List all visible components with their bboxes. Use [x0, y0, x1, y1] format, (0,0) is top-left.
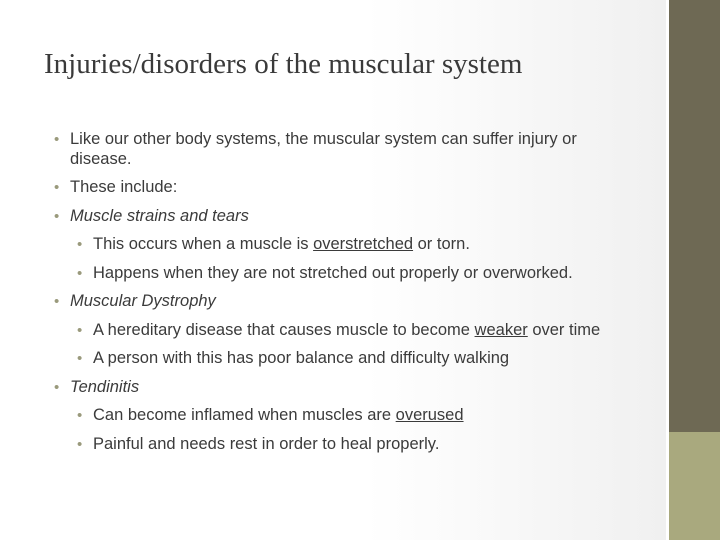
bullet-heading-muscular-dystrophy: Muscular Dystrophy [70, 292, 216, 310]
bullet-item [0, 292, 630, 312]
bullet-text-post: over time [527, 320, 601, 339]
bullet-item [0, 207, 630, 227]
decorative-sidebar-bottom [669, 432, 720, 540]
slide-title: Injuries/disorders of the muscular system [44, 48, 523, 80]
bullet-heading-tendinitis: Tendinitis [70, 377, 140, 396]
sub-bullet-item [0, 321, 630, 341]
sub-bullet-item [0, 435, 630, 455]
bullet-text: These include: [70, 178, 178, 196]
sub-bullet-item [0, 264, 630, 284]
decorative-sidebar-top [669, 0, 720, 432]
bullet-heading-muscle-strains: Muscle strains and tears [70, 206, 249, 225]
underlined-term: overused [395, 406, 464, 424]
underlined-term: weaker [474, 320, 528, 339]
bullet-text: Happens when they are not stretched out properly or overworked. [93, 263, 573, 282]
bullet-text-post: or torn. [413, 235, 470, 253]
underlined-term: overstretched [313, 235, 414, 253]
bullet-text-pre: Can become inflamed when muscles are [93, 406, 396, 424]
bullet-item [0, 178, 630, 198]
sub-bullet-item [0, 235, 630, 255]
sub-bullet-item [0, 349, 630, 369]
bullet-text-pre: A hereditary disease that causes muscle to become [93, 320, 475, 339]
bullet-text-pre: This occurs when a muscle is [93, 235, 314, 253]
sub-bullet-item [0, 406, 630, 426]
bullet-item [0, 130, 630, 169]
bullet-text: Like our other body systems, the muscular system can suffer injury or disease. [70, 130, 577, 168]
bullet-item [0, 378, 630, 398]
bullet-text: Painful and needs rest in order to heal properly. [93, 434, 440, 453]
bullet-text: A person with this has poor balance and difficulty walking [93, 349, 510, 367]
bullet-list [0, 130, 630, 463]
